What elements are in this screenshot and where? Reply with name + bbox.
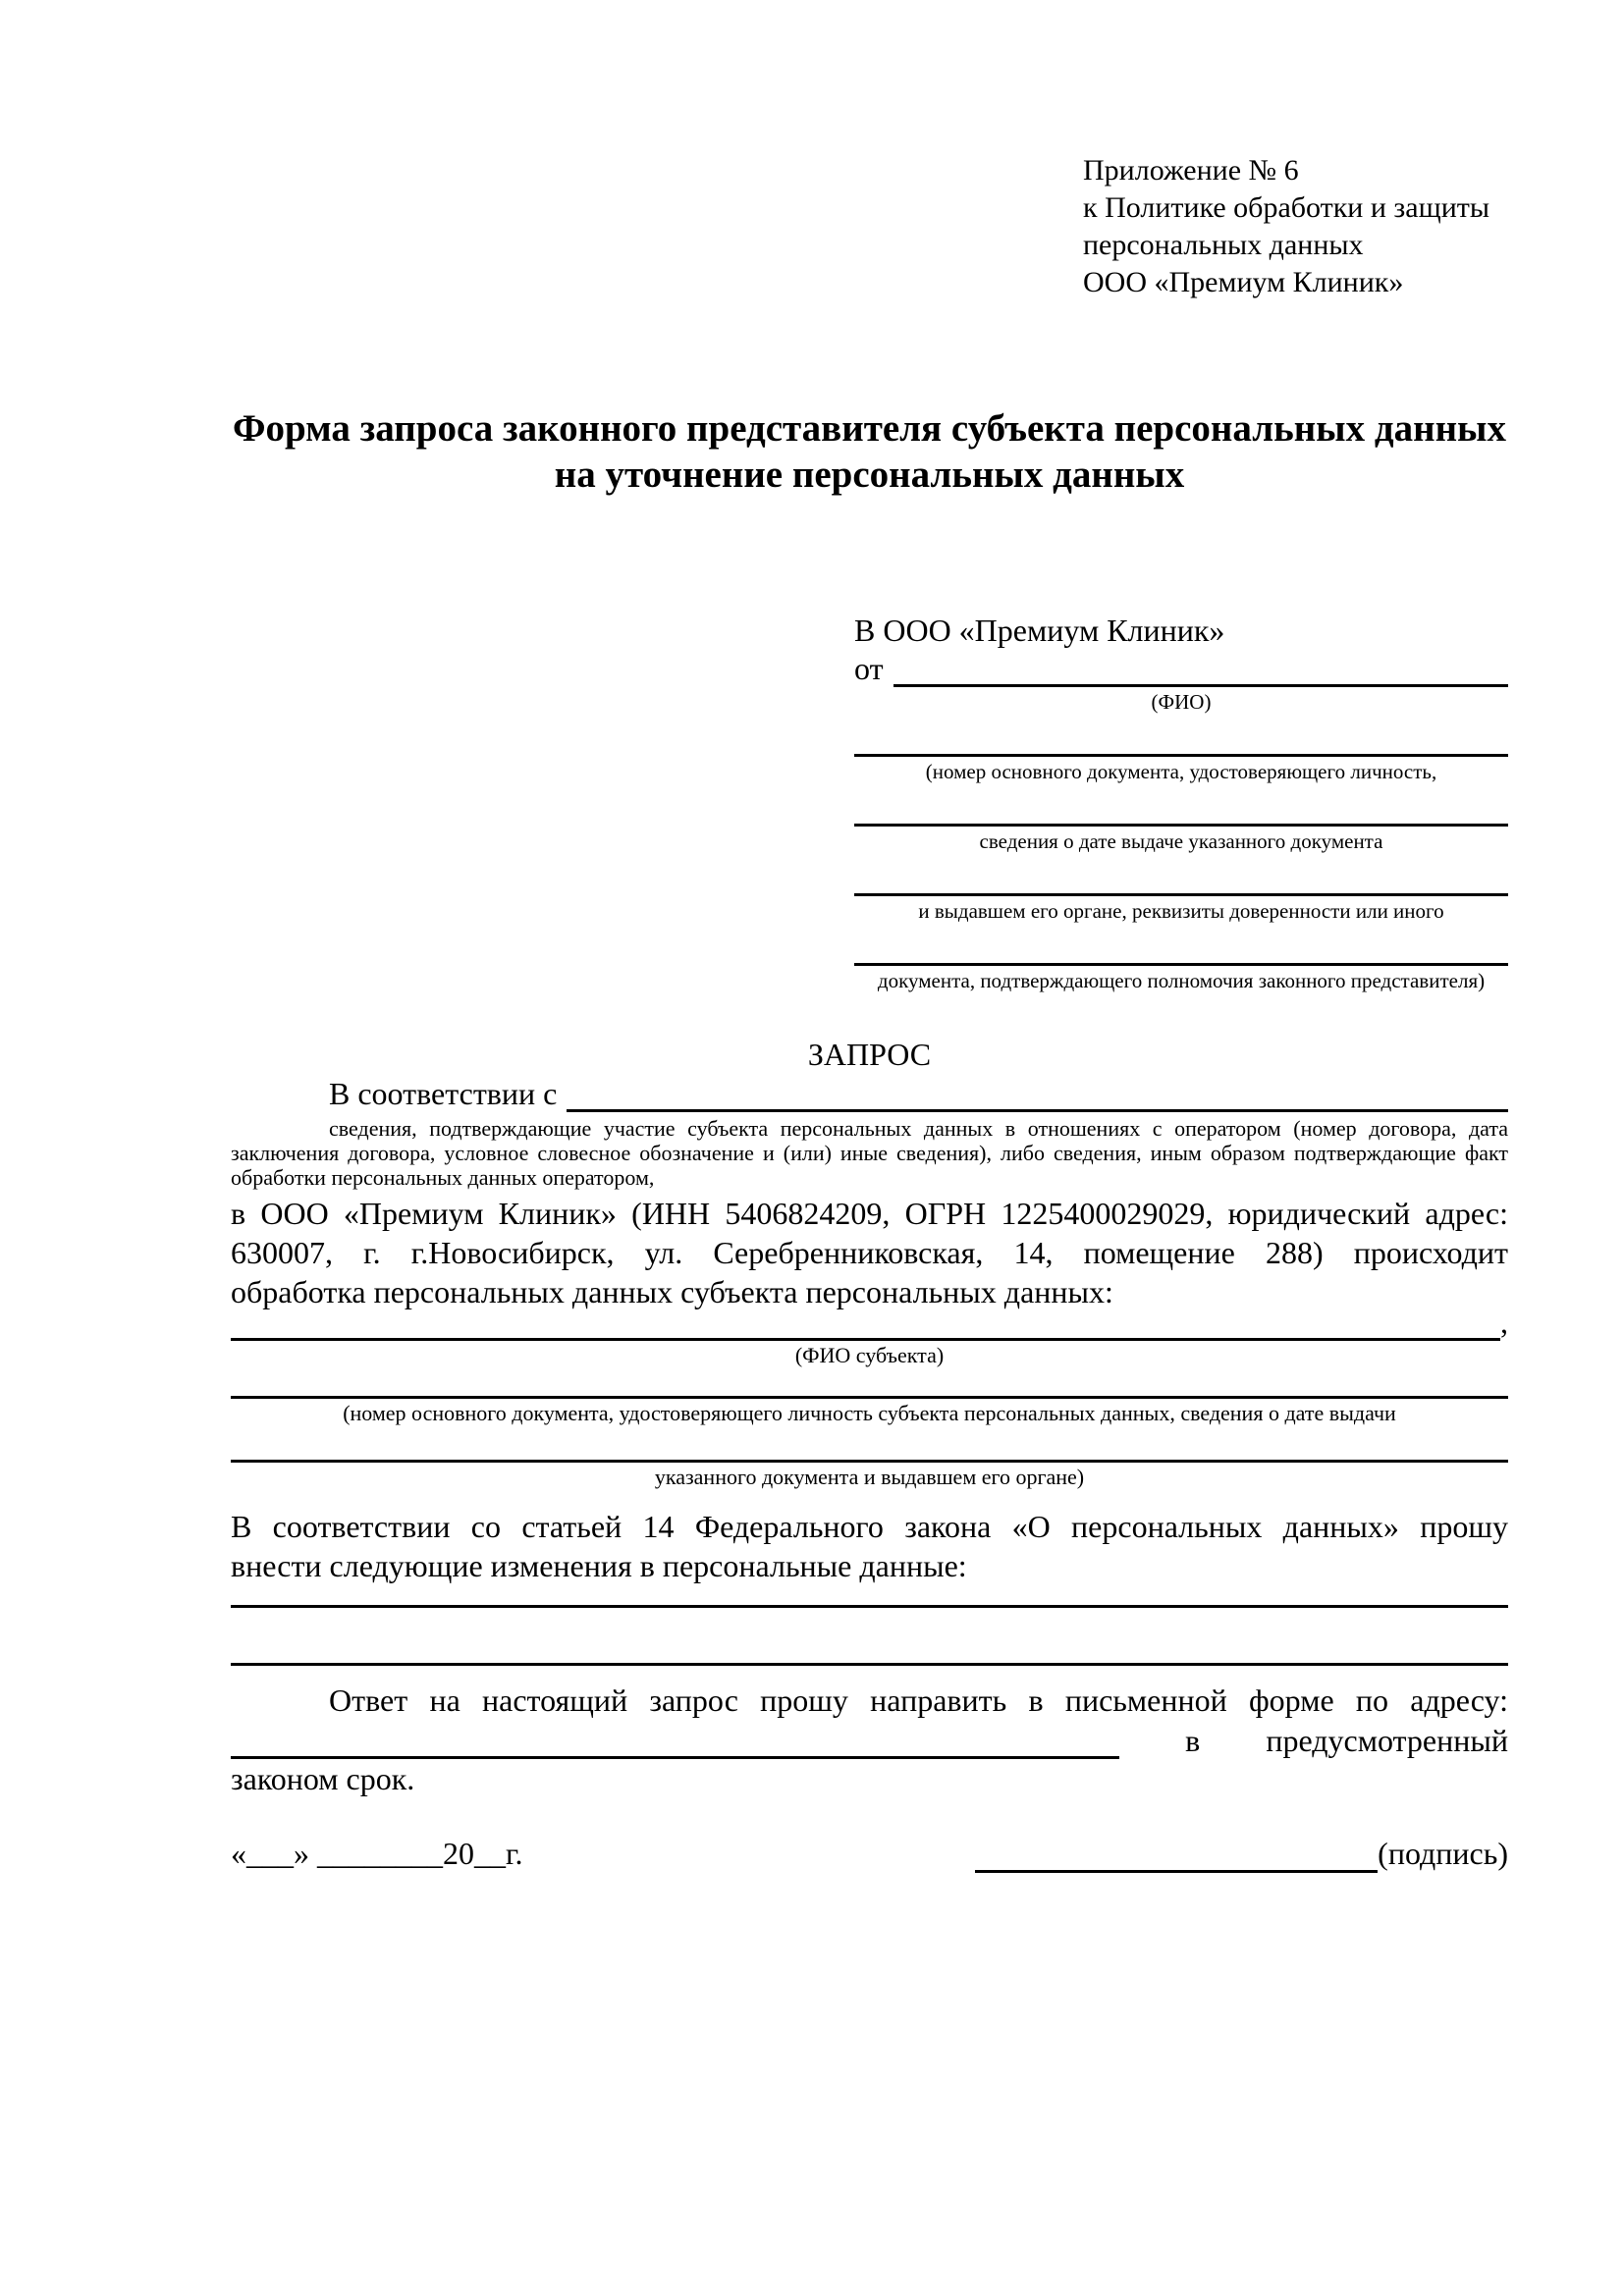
operator-line-3: обработка персональных данных субъекта персональных данных:: [231, 1274, 1113, 1309]
rep-doc-line-1: [854, 751, 1508, 757]
note-line-3: обработки персональных данных оператором,: [231, 1165, 655, 1190]
rep-doc-caption-4: документа, подтверждающего полномочия законного представителя): [877, 969, 1486, 992]
law-line-1: В соответствии со статьей 14 Федерального закона «О персональных данных» прошу: [231, 1509, 1508, 1544]
subject-doc-caption-1: (номер основного документа, удостоверяющего личность субъекта персональных данных, сведения о дате выдачи: [343, 1401, 1396, 1425]
rep-doc-line-3: [854, 890, 1508, 896]
annex-line: персональных данных: [1083, 229, 1364, 261]
subject-comma: ,: [1500, 1305, 1508, 1340]
note-line-1: сведения, подтверждающие участие субъекта персональных данных в отношениях с оператором (номер договора, дата: [329, 1116, 1508, 1141]
subject-fio-line: [231, 1313, 1500, 1341]
date-line: «___» ________20__г.: [231, 1836, 523, 1871]
note-line-2: заключения договора, условное словесное обозначение и (или) иные сведения), либо сведения, иным образом подтверждающие факт: [231, 1141, 1508, 1165]
from-row: [854, 650, 1508, 687]
law-line-2: внести следующие изменения в персональные данные:: [231, 1548, 967, 1583]
signature-group: [975, 1834, 1508, 1873]
addressee-to: В ООО «Премиум Клиник»: [854, 613, 1225, 648]
reply-word-in: в: [1185, 1723, 1201, 1758]
annex-line: Приложение № 6: [1083, 154, 1299, 187]
addressee-block: [854, 613, 1508, 992]
law-paragraph: [231, 1507, 1508, 1585]
subject-doc-caption-2: указанного документа и выдавшем его органе): [654, 1465, 1085, 1489]
operator-line-1: в ООО «Премиум Клиник» (ИНН 5406824209, ОГРН 1225400029029, юридический адрес:: [231, 1196, 1508, 1231]
rep-doc-caption-1: (номер основного документа, удостоверяющего личность,: [925, 760, 1437, 783]
subject-fio-caption: (ФИО субъекта): [794, 1343, 945, 1367]
annex-block: [1083, 152, 1508, 301]
rep-doc-caption-3: и выдавшем его органе, реквизиты доверенности или иного: [918, 899, 1444, 923]
signature-caption: (подпись): [1378, 1836, 1508, 1871]
rep-doc-line-4: [854, 960, 1508, 966]
changes-field-line-1: [231, 1602, 1508, 1608]
changes-field-line-2: [231, 1660, 1508, 1666]
rep-doc-line-2: [854, 821, 1508, 827]
operator-paragraph: [231, 1194, 1508, 1311]
signing-row: [231, 1834, 1508, 1873]
reply-address-row: [231, 1720, 1508, 1759]
document-title: [231, 405, 1508, 498]
fio-caption: (ФИО): [1151, 690, 1212, 714]
intro-label: В соответствии с: [329, 1076, 558, 1111]
reply-line-3: законом срок.: [231, 1761, 415, 1796]
subject-fio-row: [231, 1305, 1508, 1341]
basis-note: [231, 1116, 1508, 1190]
subject-doc-line-2: [231, 1457, 1508, 1463]
annex-line: ООО «Премиум Клиник»: [1083, 266, 1404, 298]
signature-line: [975, 1835, 1378, 1873]
from-field-line: [893, 650, 1508, 687]
operator-line-2: 630007, г. г.Новосибирск, ул. Серебренниковская, 14, помещение 288) происходит: [231, 1235, 1508, 1270]
subject-doc-line-1: [231, 1393, 1508, 1399]
title-line-1: Форма запроса законного представителя субъекта персональных данных: [232, 407, 1507, 450]
title-line-2: на уточнение персональных данных: [554, 454, 1185, 496]
rep-doc-caption-2: сведения о дате выдаче указанного документа: [979, 829, 1383, 853]
annex-line: к Политике обработки и защиты: [1083, 191, 1490, 224]
basis-field-line: [567, 1073, 1508, 1112]
intro-row: [231, 1073, 1508, 1112]
reply-word-prescribed: предусмотренный: [1266, 1723, 1508, 1758]
reply-line-1: Ответ на настоящий запрос прошу направить в письменной форме по адресу:: [329, 1682, 1508, 1718]
reply-address-line: [231, 1720, 1119, 1759]
from-label: от: [854, 651, 884, 686]
request-heading: ЗАПРОС: [807, 1037, 932, 1072]
